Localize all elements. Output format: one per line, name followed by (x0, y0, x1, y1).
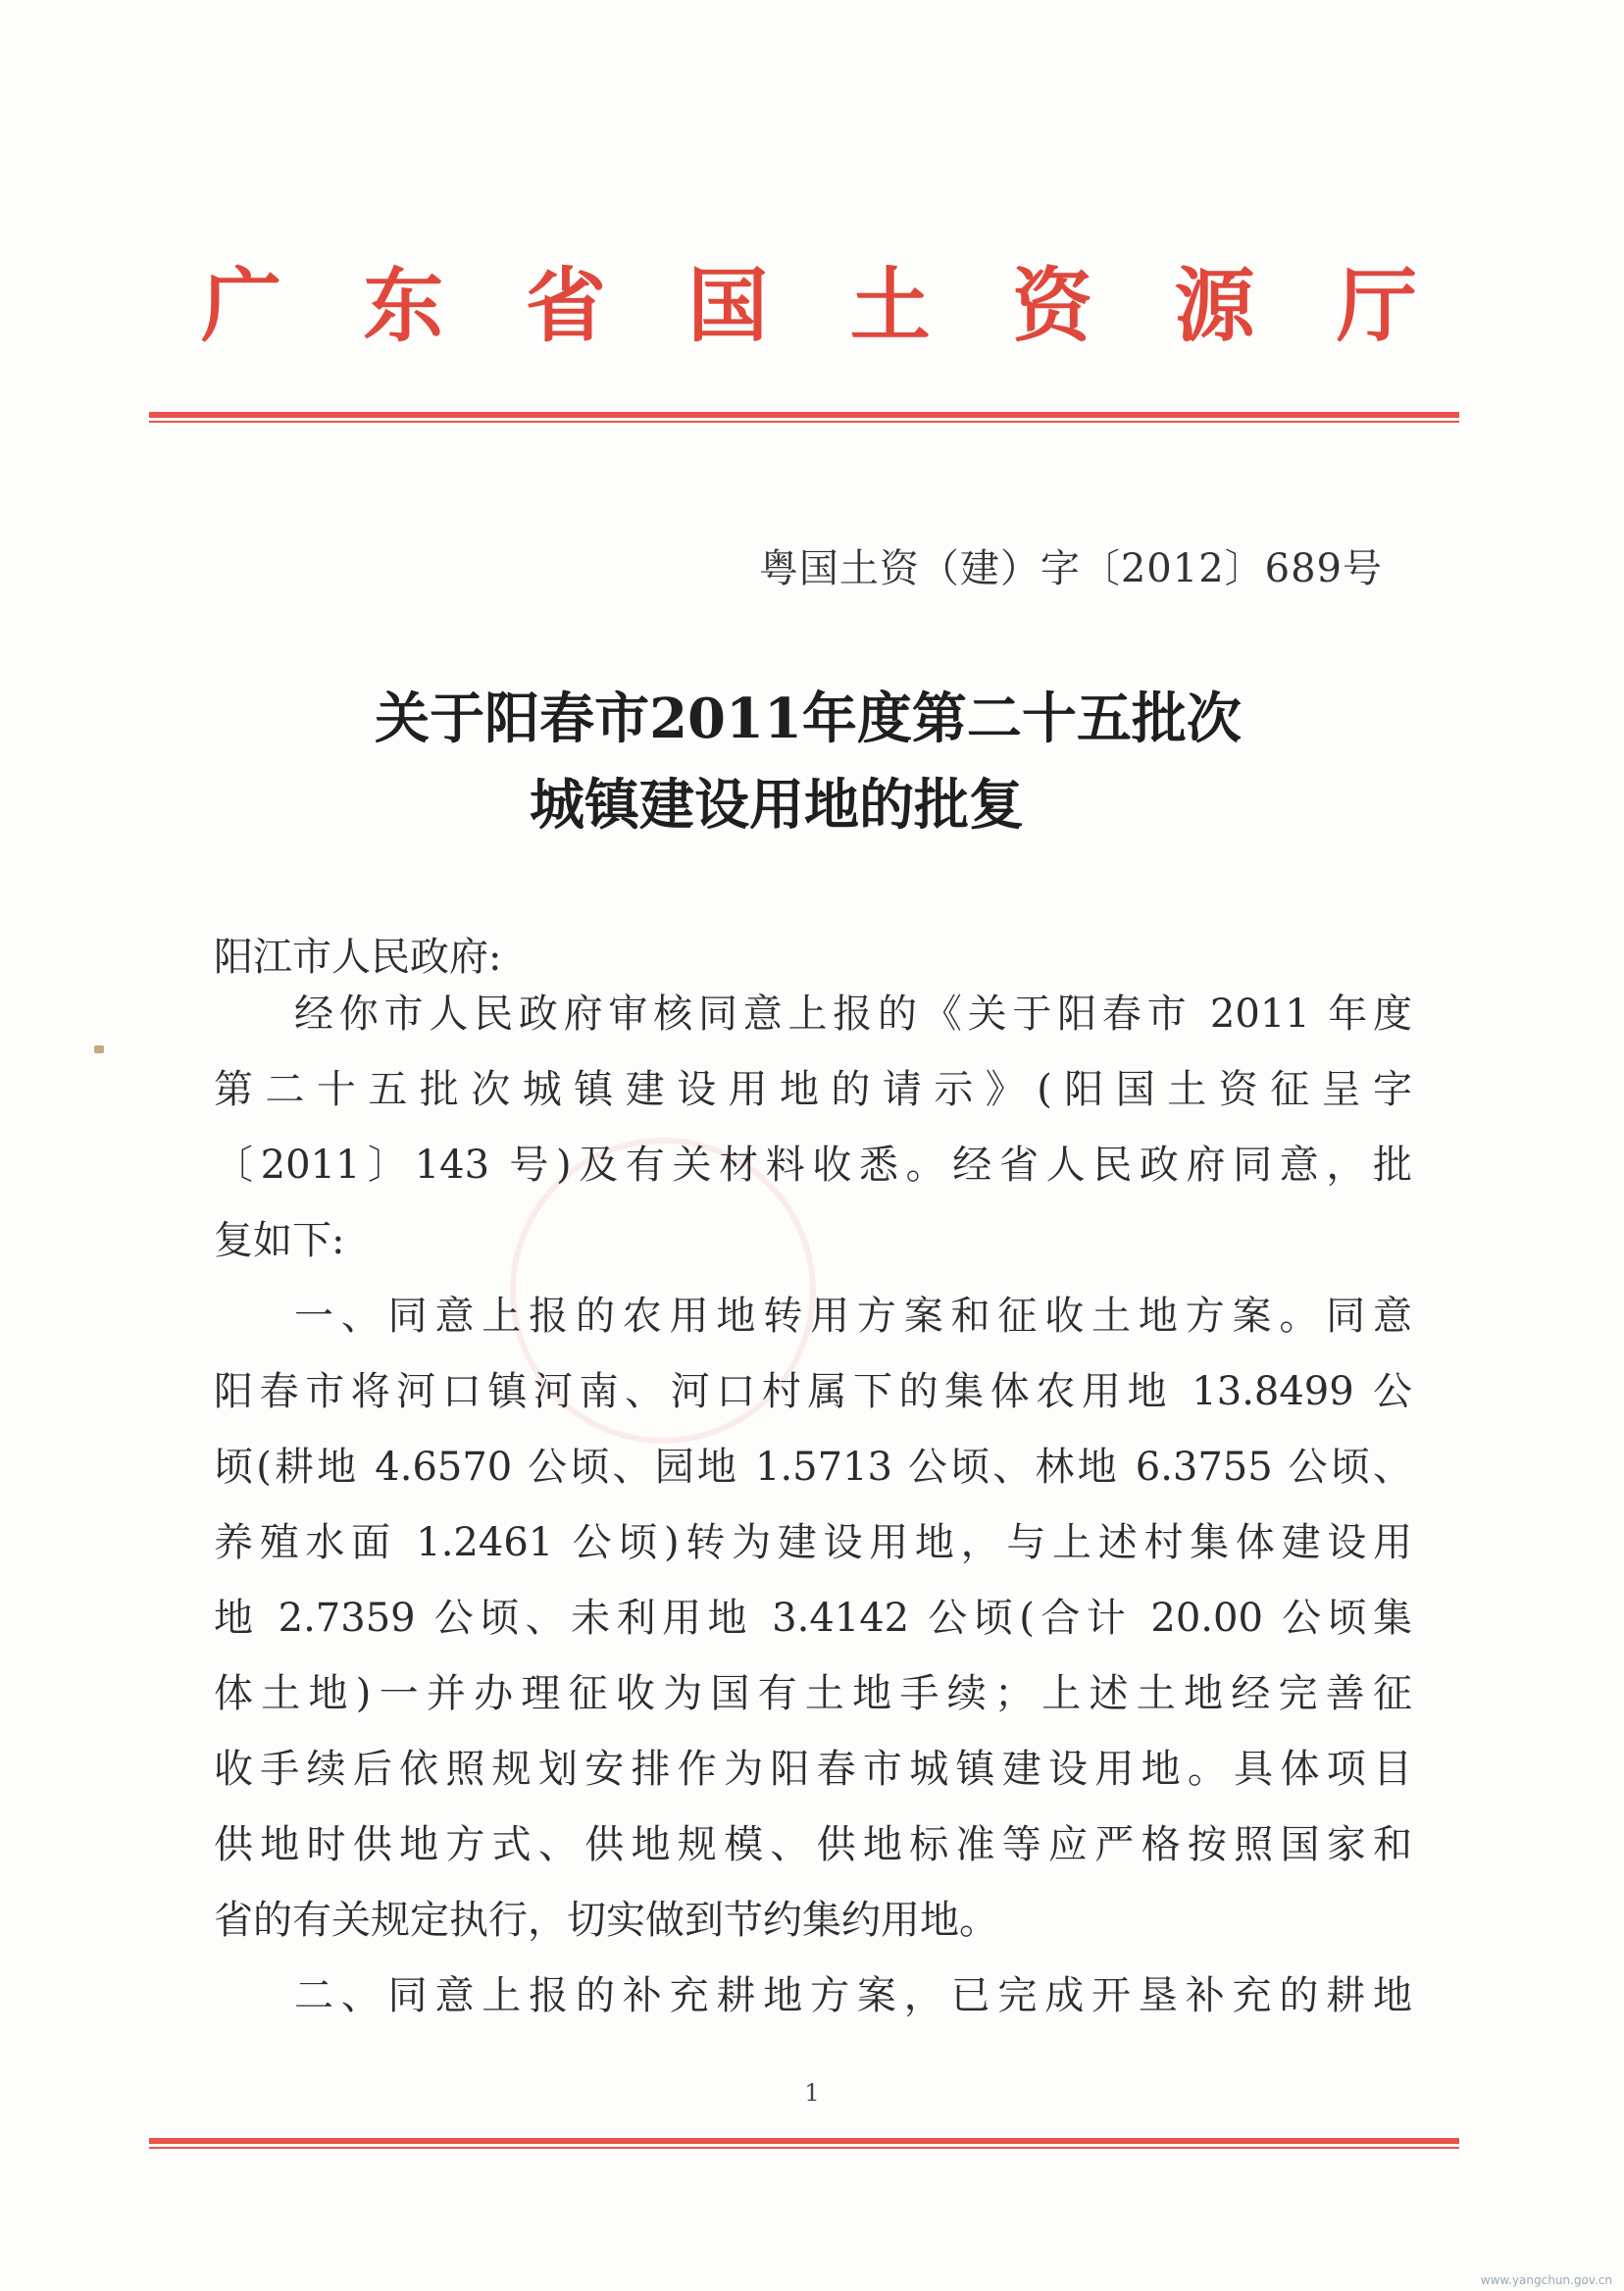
body-line: 经你市人民政府审核同意上报的《关于阳春市 2011 年度 (294, 992, 1412, 1037)
page-number: 1 (804, 2079, 820, 2107)
scan-mark (94, 1045, 104, 1053)
agency-char: 源 (1174, 259, 1255, 353)
body-line: 〔2011〕143 号)及有关材料收悉。经省人民政府同意，批 (214, 1143, 1412, 1188)
body-line: 收手续后依照规划安排作为阳春市城镇建设用地。具体项目 (214, 1747, 1412, 1792)
rule-thin-line (149, 421, 1459, 423)
rule-thick-line (149, 412, 1459, 418)
body-line: 养殖水面 1.2461 公顷)转为建设用地，与上述村集体建设用 (214, 1520, 1412, 1565)
body-line: 复如下: (214, 1218, 345, 1263)
footer-red-rule (149, 2138, 1459, 2150)
site-watermark: www.yangchun.gov.cn (1480, 2273, 1612, 2287)
body-line: 省的有关规定执行，切实做到节约集约用地。 (214, 1898, 998, 1943)
document-number: 粤国土资（建）字〔2012〕689号 (758, 546, 1383, 591)
header-red-rule (149, 412, 1459, 424)
agency-char: 省 (525, 259, 606, 353)
body-line: 二、同意上报的补充耕地方案，已完成开垦补充的耕地 (294, 1973, 1412, 2018)
agency-char: 东 (363, 259, 444, 353)
document-title-line-2: 城镇建设用地的批复 (530, 773, 1024, 838)
body-line: 阳春市将河口镇河南、河口村属下的集体农用地 13.8499 公 (214, 1369, 1412, 1414)
body-line: 顷(耕地 4.6570 公顷、园地 1.5713 公顷、林地 6.3755 公顷、 (214, 1445, 1412, 1490)
rule-thin-line (149, 2147, 1459, 2149)
agency-header (201, 257, 1417, 355)
body-line: 地 2.7359 公顷、未利用地 3.4142 公顷(合计 20.00 公顷集 (214, 1596, 1412, 1641)
body-line: 体土地)一并办理征收为国有土地手续；上述土地经完善征 (214, 1671, 1412, 1716)
document-title-line-1: 关于阳春市2011年度第二十五批次 (375, 687, 1242, 751)
salutation: 阳江市人民政府: (214, 935, 502, 980)
agency-char: 厅 (1336, 259, 1417, 353)
rule-thick-line (149, 2138, 1459, 2144)
agency-char: 资 (1012, 259, 1093, 353)
agency-char: 广 (201, 259, 282, 353)
agency-char: 国 (687, 259, 769, 353)
agency-char: 土 (849, 259, 931, 353)
body-line: 供地时供地方式、供地规模、供地标准等应严格按照国家和 (214, 1822, 1412, 1867)
body-line: 第二十五批次城镇建设用地的请示》(阳国土资征呈字 (214, 1067, 1412, 1112)
body-line: 一、同意上报的农用地转用方案和征收土地方案。同意 (294, 1294, 1412, 1339)
